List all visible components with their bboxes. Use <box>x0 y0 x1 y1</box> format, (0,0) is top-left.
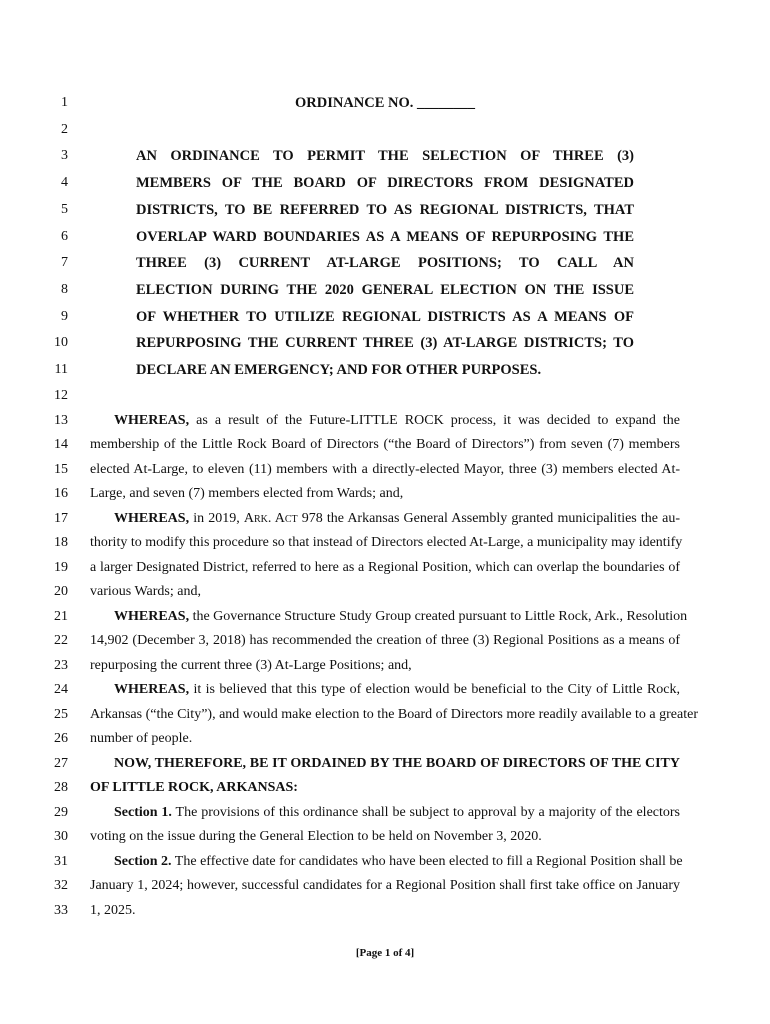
heading-line: OF WHETHER TO UTILIZE REGIONAL DISTRICTS AS A MEANS OF <box>136 309 634 325</box>
whereas-label: WHEREAS, <box>114 413 190 428</box>
line-number: 31 <box>54 854 68 869</box>
line-number: 29 <box>54 805 68 820</box>
line-number: 17 <box>54 511 68 526</box>
heading-line: OVERLAP WARD BOUNDARIES AS A MEANS OF REPURPOSING THE <box>136 229 634 245</box>
heading-line: ELECTION DURING THE 2020 GENERAL ELECTION ON THE ISSUE <box>136 282 634 298</box>
line-number: 12 <box>54 388 68 403</box>
body-line: thority to modify this procedure so that instead of Directors elected At-Large, a municipality may identify <box>90 535 683 550</box>
heading-line: DISTRICTS, TO BE REFERRED TO AS REGIONAL DISTRICTS, THAT <box>136 202 634 218</box>
line-number: 24 <box>54 682 68 697</box>
line-number: 3 <box>61 148 68 163</box>
line-number: 8 <box>61 282 68 297</box>
ordained-line: OF LITTLE ROCK, ARKANSAS: <box>90 780 298 795</box>
body-line: voting on the issue during the General Election to be held on November 3, 2020. <box>90 829 542 844</box>
body-line: repurposing the current three (3) At-Large Positions; and, <box>90 658 412 673</box>
whereas-label: WHEREAS, <box>114 511 190 526</box>
line-number: 32 <box>54 878 68 893</box>
whereas-4-line: WHEREAS, it is believed that this type of election would be beneficial to the City of Little Rock, <box>114 682 680 697</box>
page-footer: [Page 1 of 4] <box>355 947 415 959</box>
line-number: 27 <box>54 756 68 771</box>
line-number: 14 <box>54 437 68 452</box>
body-line: number of people. <box>90 731 193 746</box>
line-number: 33 <box>54 903 68 918</box>
section-1-line: Section 1. The provisions of this ordinance shall be subject to approval by a majority of the electors <box>114 805 680 820</box>
line-number: 7 <box>61 255 68 270</box>
body-line: 14,902 (December 3, 2018) has recommended the creation of three (3) Regional Positions as a means of <box>90 633 680 648</box>
line-number: 13 <box>54 413 68 428</box>
heading-line: MEMBERS OF THE BOARD OF DIRECTORS FROM DESIGNATED <box>136 175 634 191</box>
section-2-line: Section 2. The effective date for candidates who have been elected to fill a Regional Position shall be <box>114 854 683 869</box>
line-number: 5 <box>61 202 68 217</box>
line-number: 1 <box>61 95 68 110</box>
heading-line: DECLARE AN EMERGENCY; AND FOR OTHER PURPOSES. <box>136 362 542 378</box>
line-number: 10 <box>54 335 68 350</box>
line-number: 22 <box>54 633 68 648</box>
body-line: Arkansas (“the City”), and would make election to the Board of Directors more readily available to a greater <box>90 707 698 722</box>
line-number: 15 <box>54 462 68 477</box>
whereas-label: WHEREAS, <box>114 609 190 624</box>
section-2-label: Section 2. <box>114 854 172 869</box>
line-number: 19 <box>54 560 68 575</box>
line-number: 6 <box>61 229 68 244</box>
line-number: 20 <box>54 584 68 599</box>
line-number: 26 <box>54 731 68 746</box>
line-number: 9 <box>61 309 68 324</box>
body-line: elected At-Large, to eleven (11) members with a directly-elected Mayor, three (3) members elected At- <box>90 462 680 477</box>
body-line: membership of the Little Rock Board of Directors (“the Board of Directors”) from seven (7) members <box>90 437 680 452</box>
line-number: 18 <box>54 535 68 550</box>
line-number: 25 <box>54 707 68 722</box>
ordinance-title: ORDINANCE NO. ________ <box>294 95 476 111</box>
whereas-2-line: WHEREAS, in 2019, Ark. Act 978 the Arkansas General Assembly granted municipalities the au- <box>114 511 680 526</box>
section-1-label: Section 1. <box>114 805 172 820</box>
heading-line: THREE (3) CURRENT AT-LARGE POSITIONS; TO CALL AN <box>136 255 634 271</box>
line-number: 21 <box>54 609 68 624</box>
act-citation: Ark. Act <box>243 511 298 526</box>
body-line: a larger Designated District, referred to here as a Regional Position, which can overlap the boundaries of <box>90 560 680 575</box>
body-line: various Wards; and, <box>90 584 201 599</box>
heading-line: AN ORDINANCE TO PERMIT THE SELECTION OF THREE (3) <box>136 148 634 164</box>
line-number: 11 <box>54 362 68 377</box>
line-number: 23 <box>54 658 68 673</box>
body-line: Large, and seven (7) members elected from Wards; and, <box>90 486 404 501</box>
line-number: 30 <box>54 829 68 844</box>
heading-line: REPURPOSING THE CURRENT THREE (3) AT-LARGE DISTRICTS; TO <box>136 335 634 351</box>
body-line: 1, 2025. <box>90 903 136 918</box>
line-number: 4 <box>61 175 68 190</box>
body-line: January 1, 2024; however, successful candidates for a Regional Position shall first take office on January <box>90 878 680 893</box>
line-number: 2 <box>61 122 68 137</box>
line-number: 28 <box>54 780 68 795</box>
line-number: 16 <box>54 486 68 501</box>
whereas-1-line: WHEREAS, as a result of the Future-LITTLE ROCK process, it was decided to expand the <box>114 413 680 428</box>
whereas-label: WHEREAS, <box>114 682 190 697</box>
whereas-3-line: WHEREAS, the Governance Structure Study Group created pursuant to Little Rock, Ark., Resolution <box>114 609 688 624</box>
ordained-line: NOW, THEREFORE, BE IT ORDAINED BY THE BOARD OF DIRECTORS OF THE CITY <box>114 756 680 771</box>
